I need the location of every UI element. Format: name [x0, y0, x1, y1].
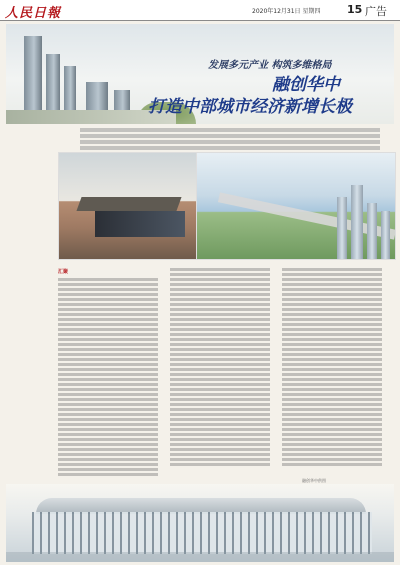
building-roof: [76, 197, 181, 211]
exhibition-center-photo: [6, 484, 394, 562]
section-label: 广告: [365, 5, 387, 18]
article-column-1: [58, 268, 158, 480]
headline-title-1: 融创华中: [272, 75, 340, 95]
photo-credit: 融创华中供图: [302, 478, 326, 483]
article-body: [58, 268, 394, 480]
masthead: [0, 0, 400, 21]
city-aerial-photo: [196, 152, 396, 260]
city-tower-3: [367, 203, 377, 259]
building-glass-facade: [95, 211, 185, 237]
publication-date: 2020年12月31日 星期四: [252, 8, 321, 15]
exhibition-ground: [6, 552, 394, 562]
cultural-building-photo: [58, 152, 198, 260]
headline-title-2: 打造中部城市经济新增长极: [148, 97, 352, 117]
article-column-2: [170, 268, 270, 480]
article-column-3: [282, 268, 382, 480]
section-subhead-1: 汇聚: [58, 269, 69, 275]
exhibition-facade: [32, 512, 372, 554]
city-tower-2: [351, 185, 363, 259]
city-tower-4: [381, 211, 390, 259]
headline-subheading: 发展多元产业 构筑多维格局: [208, 60, 332, 71]
city-tower-1: [337, 197, 347, 259]
page-number: 15: [347, 3, 363, 16]
newspaper-logo: 人民日報: [5, 6, 62, 21]
